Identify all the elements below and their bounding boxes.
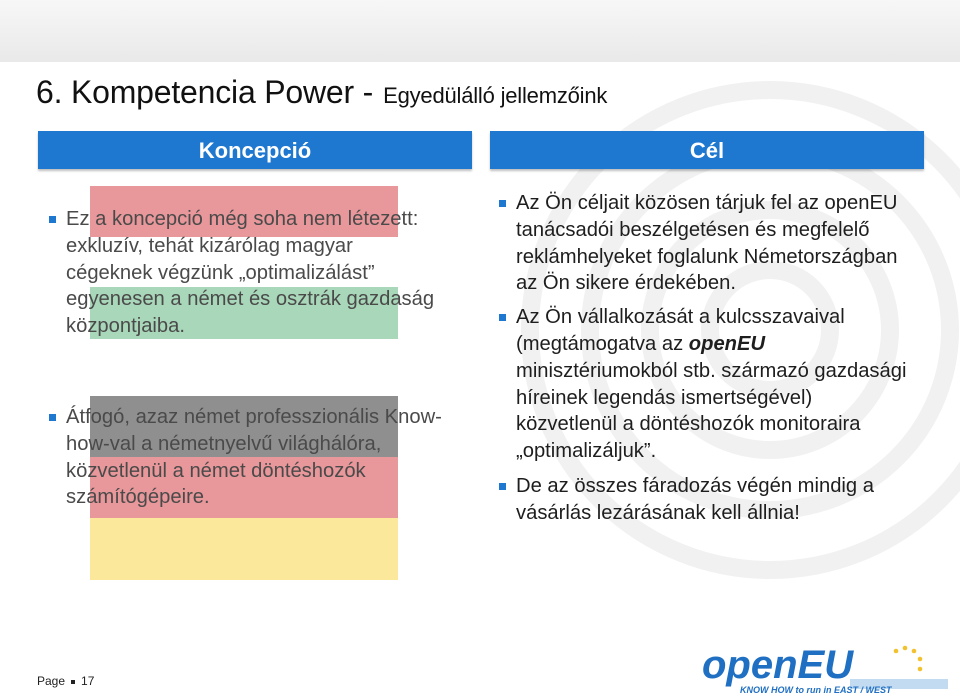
goal-text-3: De az összes fáradozás végén mindig a vásárlás lezárásának kell állnia! — [516, 474, 874, 524]
bullet-square-icon — [499, 483, 506, 490]
header-band — [0, 0, 960, 62]
goal-list — [492, 190, 912, 527]
concept-text-2: Átfogó, azaz német professzionális Know-how-val a németnyelvű világhálóra, közvetlenül a német döntéshozók számítógépeire. — [66, 406, 442, 509]
concept-list-2 — [42, 404, 442, 511]
bullet-square-icon — [49, 414, 56, 421]
list-item — [492, 304, 912, 465]
page-footer — [37, 674, 94, 688]
page-label: Page — [37, 674, 66, 688]
bullet-square-icon — [49, 216, 56, 223]
concept-list-1 — [42, 206, 442, 340]
list-item — [492, 473, 912, 527]
concept-header: Koncepció — [38, 131, 472, 169]
list-item — [492, 190, 912, 297]
list-item — [42, 206, 442, 340]
separator-square-icon — [71, 680, 75, 684]
eu-stars-icon — [894, 646, 923, 672]
title-main: 6. Kompetencia Power - — [36, 74, 374, 110]
logo-brand: openEU — [702, 643, 854, 687]
title-subtitle: Egyedülálló jellemzőink — [383, 83, 608, 108]
bullet-square-icon — [499, 200, 506, 207]
goal-header: Cél — [490, 131, 924, 169]
list-item — [42, 404, 442, 511]
page-title — [36, 74, 607, 111]
logo-tagline: KNOW HOW to run in EAST / WEST — [740, 685, 892, 695]
openeu-inline-brand: openEU — [688, 332, 766, 355]
concept-text-1: Ez a koncepció még soha nem létezett: exkluzív, tehát kizárólag magyar cégeknek végzünk „optimalizálást” egyenesen a német és osztrák gazdaság központjaiba. — [66, 208, 435, 338]
bullet-square-icon — [499, 314, 506, 321]
page-number: 17 — [81, 674, 95, 688]
goal-text-1: Az Ön céljait közösen tárjuk fel az openEU tanácsadói beszélgetésen és megfelelő reklámhelyeket foglalunk Németországban az Ön sikere érdekében. — [516, 192, 898, 295]
goal-text-2: Az Ön vállalkozását a kulcsszavaival (megtámogatva az openEU minisztériumokból stb. származó gazdasági híreinek legendás ismertségével) közvetlenül a döntéshozók monitoraira „optimalizáljuk”. — [516, 306, 907, 463]
germany-flag-gold — [90, 518, 398, 580]
openeu-logo — [700, 640, 950, 695]
